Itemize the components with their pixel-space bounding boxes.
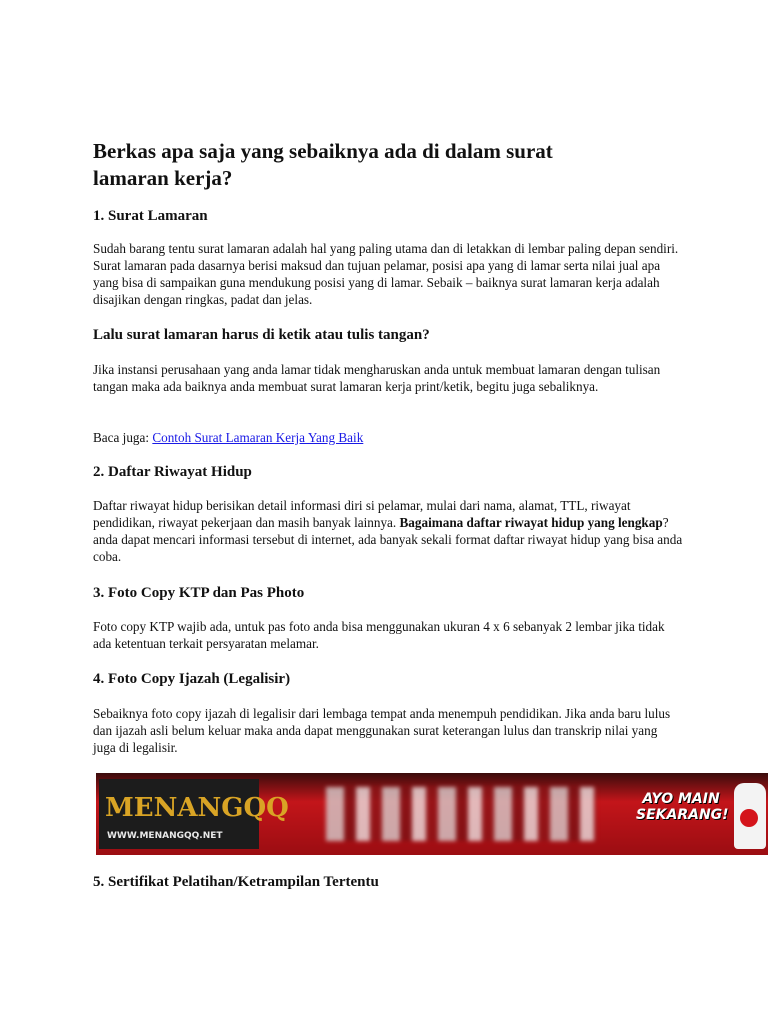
read-also-label: Baca juga:: [93, 430, 153, 445]
section-heading-ketik-atau-tulis: Lalu surat lamaran harus di ketik atau tulis tangan?: [93, 327, 430, 343]
section-heading-riwayat-hidup: 2. Daftar Riwayat Hidup: [93, 464, 252, 480]
riwayat-text-before: Daftar riwayat hidup berisikan detail informasi diri si pelamar, mulai dari nama, alamat, TTL, riwayat pendidikan, riwayat pekerjaan dan masih banyak lainnya.: [93, 498, 631, 530]
section-text-riwayat-hidup: [93, 497, 683, 565]
read-also-link[interactable]: Contoh Surat Lamaran Kerja Yang Baik: [152, 430, 364, 445]
section-text-ktp: Foto copy KTP wajib ada, untuk pas foto anda bisa menggunakan ukuran 4 x 6 sebanyak 2 lembar jika tidak ada ketentuan terkait persyaratan melamar.: [93, 619, 665, 651]
read-also-line: [93, 429, 683, 446]
ad-banner[interactable]: [96, 773, 768, 855]
section-heading-sertifikat: 5. Sertifikat Pelatihan/Ketrampilan Tertentu: [93, 874, 379, 890]
riwayat-text-bold: Bagaimana daftar riwayat hidup yang lengkap: [399, 515, 663, 530]
banner-graphic: [326, 787, 596, 841]
banner-logo-box: [99, 779, 289, 849]
banner-url: WWW.MENANGQQ.NET: [107, 831, 223, 841]
section-heading-ijazah: 4. Foto Copy Ijazah (Legalisir): [93, 671, 291, 687]
section-heading-ktp: 3. Foto Copy KTP dan Pas Photo: [93, 585, 305, 601]
banner-cta[interactable]: AYO MAIN SEKARANG!: [636, 791, 729, 823]
section-text-surat-lamaran: Sudah barang tentu surat lamaran adalah hal yang paling utama dan di letakkan di lembar paling depan sendiri. Surat lamaran pada dasarnya berisi maksud dan tujuan pelamar, posisi apa yang di lamar serta nilai jual apa yang bisa di sampaikan guna mendukung posisi yang di lamar. Sebaik – baiknya surat lamaran kerja adalah disajikan dengan ringkas, padat dan jelas.: [93, 241, 679, 307]
card-mascot-icon: [734, 783, 766, 849]
section-text-ijazah: Sebaiknya foto copy ijazah di legalisir dari lembaga tempat anda menempuh pendidikan. Jika anda baru lulus dan ijazah asli belum keluar maka anda dapat menggunakan surat keterangan lulus dan transkrip nilai yang juga di legalisir.: [93, 706, 671, 755]
riwayat-text-after: ? anda dapat mencari informasi tersebut di internet, ada banyak sekali format daftar riwayat hidup yang bisa anda coba.: [93, 515, 683, 564]
banner-logo: MENANGQQ: [105, 793, 289, 823]
section-heading-surat-lamaran: 1. Surat Lamaran: [93, 208, 208, 224]
page-title: Berkas apa saja yang sebaiknya ada di dalam surat lamaran kerja?: [93, 139, 553, 190]
section-text-ketik-atau-tulis: Jika instansi perusahaan yang anda lamar tidak mengharuskan anda untuk membuat lamaran dengan tulisan tangan maka ada baiknya anda membuat surat lamaran kerja print/ketik, begitu juga sebaliknya.: [93, 362, 661, 394]
